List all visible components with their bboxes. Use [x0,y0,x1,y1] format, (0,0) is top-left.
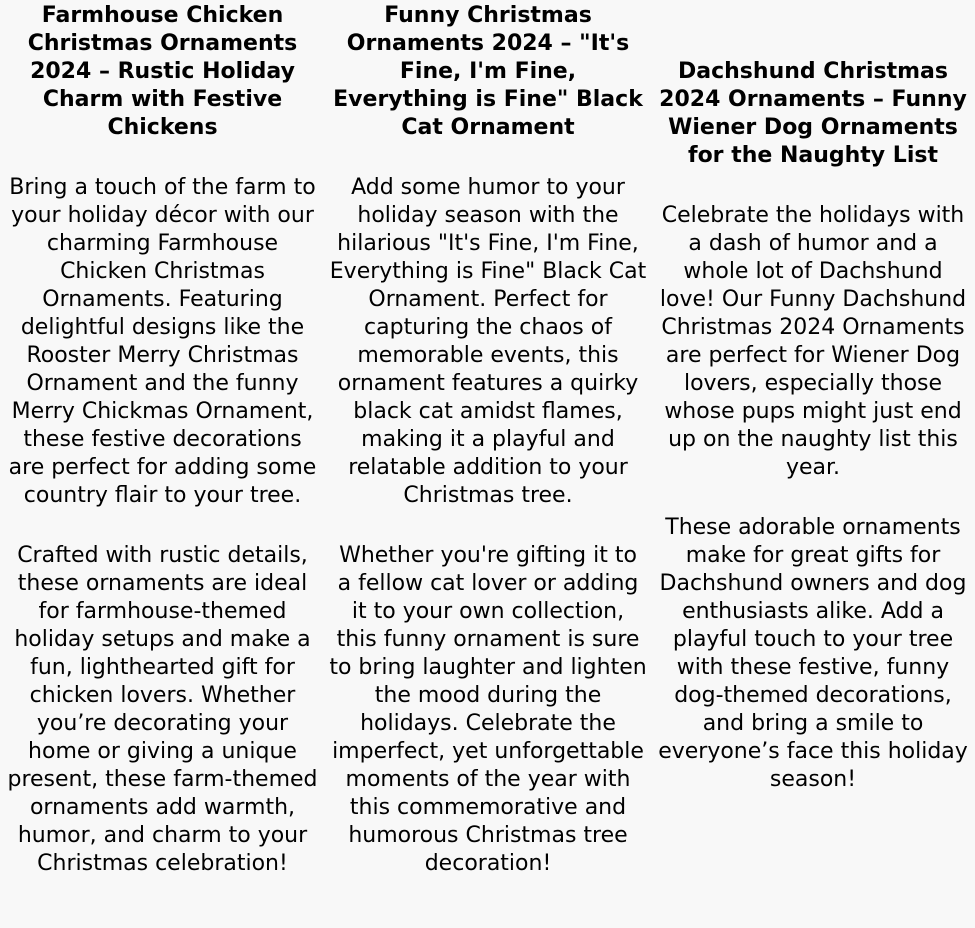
column-title: Funny Christmas Ornaments 2024 – "It's Fine, I'm Fine, Everything is Fine" Black Cat Ornament [333,3,643,140]
column-paragraph: These adorable ornaments make for great gifts for Dachshund owners and dog enthusiasts alike. Add a playful touch to your tree with these festive, funny dog-themed decorations, and bring a smile to everyone’s face this holiday season! [658,515,968,792]
column-paragraph: Add some humor to your holiday season with the hilarious "It's Fine, I'm Fine, Everything is Fine" Black Cat Ornament. Perfect for capturing the chaos of memorable events, this ornament features a quirky black cat amidst flames, making it a playful and relatable addition to your Christmas tree. [329,175,647,508]
column-title: Farmhouse Chicken Christmas Ornaments 2024 – Rustic Holiday Charm with Festive Chickens [27,3,298,140]
column-title: Dachshund Christmas 2024 Ornaments – Funny Wiener Dog Ornaments for the Naughty List [659,59,967,168]
column-paragraph: Crafted with rustic details, these ornaments are ideal for farmhouse-themed holiday setups and make a fun, lighthearted gift for chicken lovers. Whether you’re decorating your home or giving a unique present, these farm-themed ornaments add warmth, humor, and charm to your Christmas celebration! [7,543,318,876]
column-chicken-ornaments [0,0,325,928]
column-paragraph: Whether you're gifting it to a fellow cat lover or adding it to your own collection, this funny ornament is sure to bring laughter and lighten the mood during the holidays. Celebrate the imperfect, yet unforgettable moments of the year with this commemorative and humorous Christmas tree decoration! [329,543,647,876]
column-paragraph: Celebrate the holidays with a dash of humor and a whole lot of Dachshund love! Our Funny Dachshund Christmas 2024 Ornaments are perfect for Wiener Dog lovers, especially those whose pups might just end up on the naughty list this year. [659,203,967,480]
column-dachshund-ornaments [651,0,975,928]
column-black-cat-ornament [325,0,651,928]
column-paragraph: Bring a touch of the farm to your holiday décor with our charming Farmhouse Chicken Christmas Ornaments. Featuring delightful designs like the Rooster Merry Christmas Ornament and the funny Merry Chickmas Ornament, these festive decorations are perfect for adding some country flair to your tree. [8,175,317,508]
